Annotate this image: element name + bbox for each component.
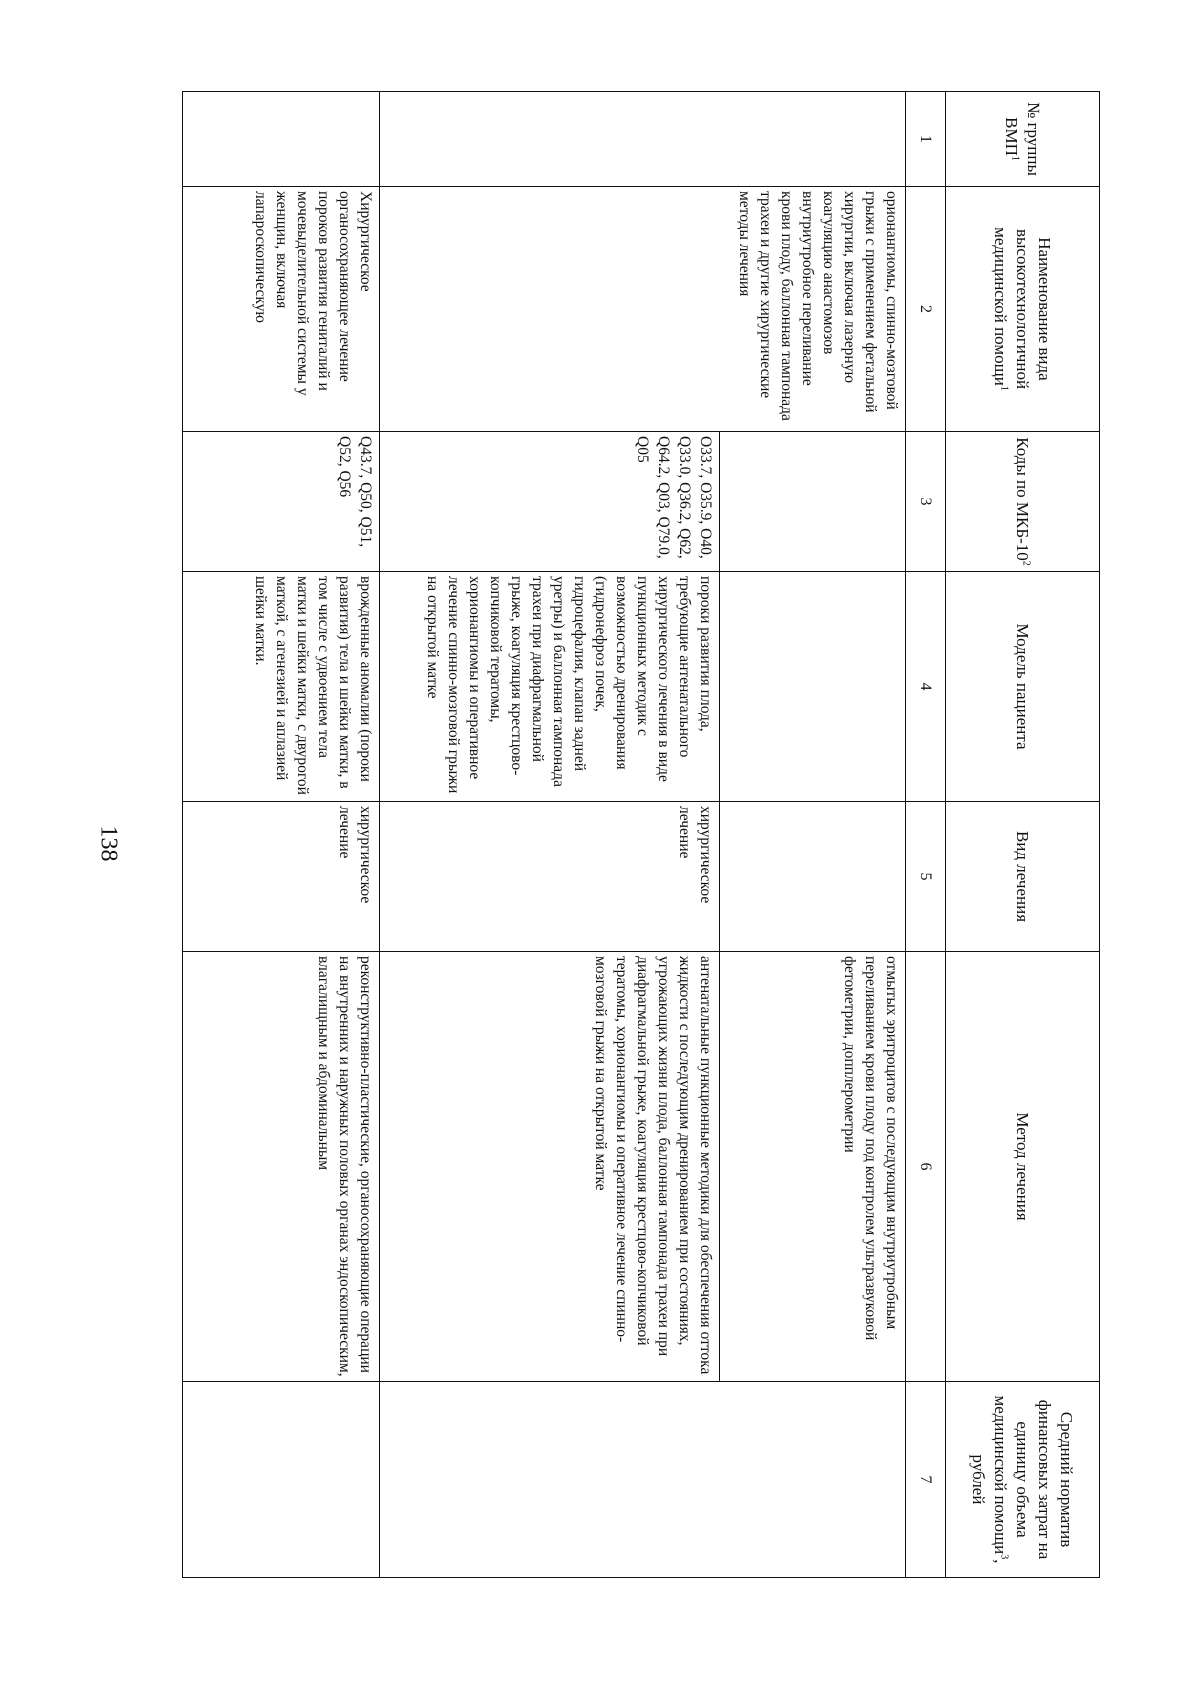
header-patient-model: Модель пациента: [946, 572, 1100, 802]
header-treatment-method: Метод лечения: [946, 952, 1100, 1382]
vmp-table: [182, 91, 1100, 1578]
cell-icd-codes: [720, 432, 906, 572]
column-number: 4: [906, 572, 946, 802]
column-number-row: [906, 92, 946, 1578]
column-number: 7: [906, 1382, 946, 1578]
header-treatment-type: Вид лечения: [946, 802, 1100, 952]
cell-treatment-method: реконструктивно-пластические, органосохраняющие операции на внутренних и наружных половых органах эндоскопическим, влагалищным и абдоминальным: [183, 952, 380, 1382]
header-row: [946, 92, 1100, 1578]
cell-treatment-type: [720, 802, 906, 952]
cell-vmp-type: орионангиомы, спинно-мозговой грыжи с применением фетальной хирургии, включая лазерную коагуляцию анастомозов внутриутробное переливание крови плоду, баллонная тампонада трахеи и другие хирургические методы лечения: [380, 187, 906, 432]
cell-cost-norm: [380, 1382, 906, 1578]
column-number: 6: [906, 952, 946, 1382]
cell-treatment-method: антенатальные пункционные методики для обеспечения оттока жидкости с последующим дренированием при состояниях, угрожающих жизни плода, баллонная тампонада трахеи при диафрагмальной грыже, коагуляция крестцово-копчиковой тератомы, хорионангиомы и оперативное лечение спинно-мозговой грыжи на открытой матке: [380, 952, 720, 1382]
cell-group-number: [183, 92, 380, 187]
cell-patient-model: [720, 572, 906, 802]
column-number: 5: [906, 802, 946, 952]
page-number: 138: [95, 825, 122, 862]
cell-icd-codes: O33.7, O35.9, O40, Q33.0, Q36.2, Q62, Q64.2, Q03, Q79.0, Q05: [380, 432, 720, 572]
cell-treatment-method: отмытых эритроцитов с последующим внутриутробным переливанием крови плоду под контролем ультразвуковой фетометрии, допплерометрии: [720, 952, 906, 1382]
cell-cost-norm: [183, 1382, 380, 1578]
header-icd-codes: Коды по МКБ-$10^2$: [946, 432, 1100, 572]
table-row: [720, 92, 906, 1578]
header-group-number: № группы ВМП$^1$: [946, 92, 1100, 187]
cell-treatment-type: хирургическое лечение: [183, 802, 380, 952]
column-number: 2: [906, 187, 946, 432]
cell-icd-codes: Q43.7, Q50, Q51, Q52, Q56: [183, 432, 380, 572]
column-number: 3: [906, 432, 946, 572]
cell-treatment-type: хирургическое лечение: [380, 802, 720, 952]
header-cost-norm: Средний норматив финансовых затрат на единицу объема медицинской помощи$^3$, рублей: [946, 1382, 1100, 1578]
table-row: [183, 92, 380, 1578]
rotated-table-wrapper: [183, 91, 1100, 1577]
cell-vmp-type: Хирургическое органосохраняющее лечение пороков развития гениталий и мочевыделительной системы у женщин, включая лапароскопическую: [183, 187, 380, 432]
header-vmp-type: Наименование вида высокотехнологичной медицинской помощи$^1$: [946, 187, 1100, 432]
cell-patient-model: пороки развития плода, требующие антенатального хирургического лечения в виде пункционных методик с возможностью дренирования (гидронефроз почек, гидроцефалия, клапан задней уретры) и баллонная тампонада трахеи при диафрагмальной грыже, коагуляция крестцово-копчиковой тератомы, хорионангиомы и оперативное лечение спинно-мозговой грыжи на открытой матке: [380, 572, 720, 802]
column-number: 1: [906, 92, 946, 187]
cell-group-number: [380, 92, 906, 187]
cell-patient-model: врожденные аномалии (пороки развития) тела и шейки матки, в том числе с удвоением тела матки и шейки матки, с двурогой маткой, с агенезией и аплазией шейки матки.: [183, 572, 380, 802]
